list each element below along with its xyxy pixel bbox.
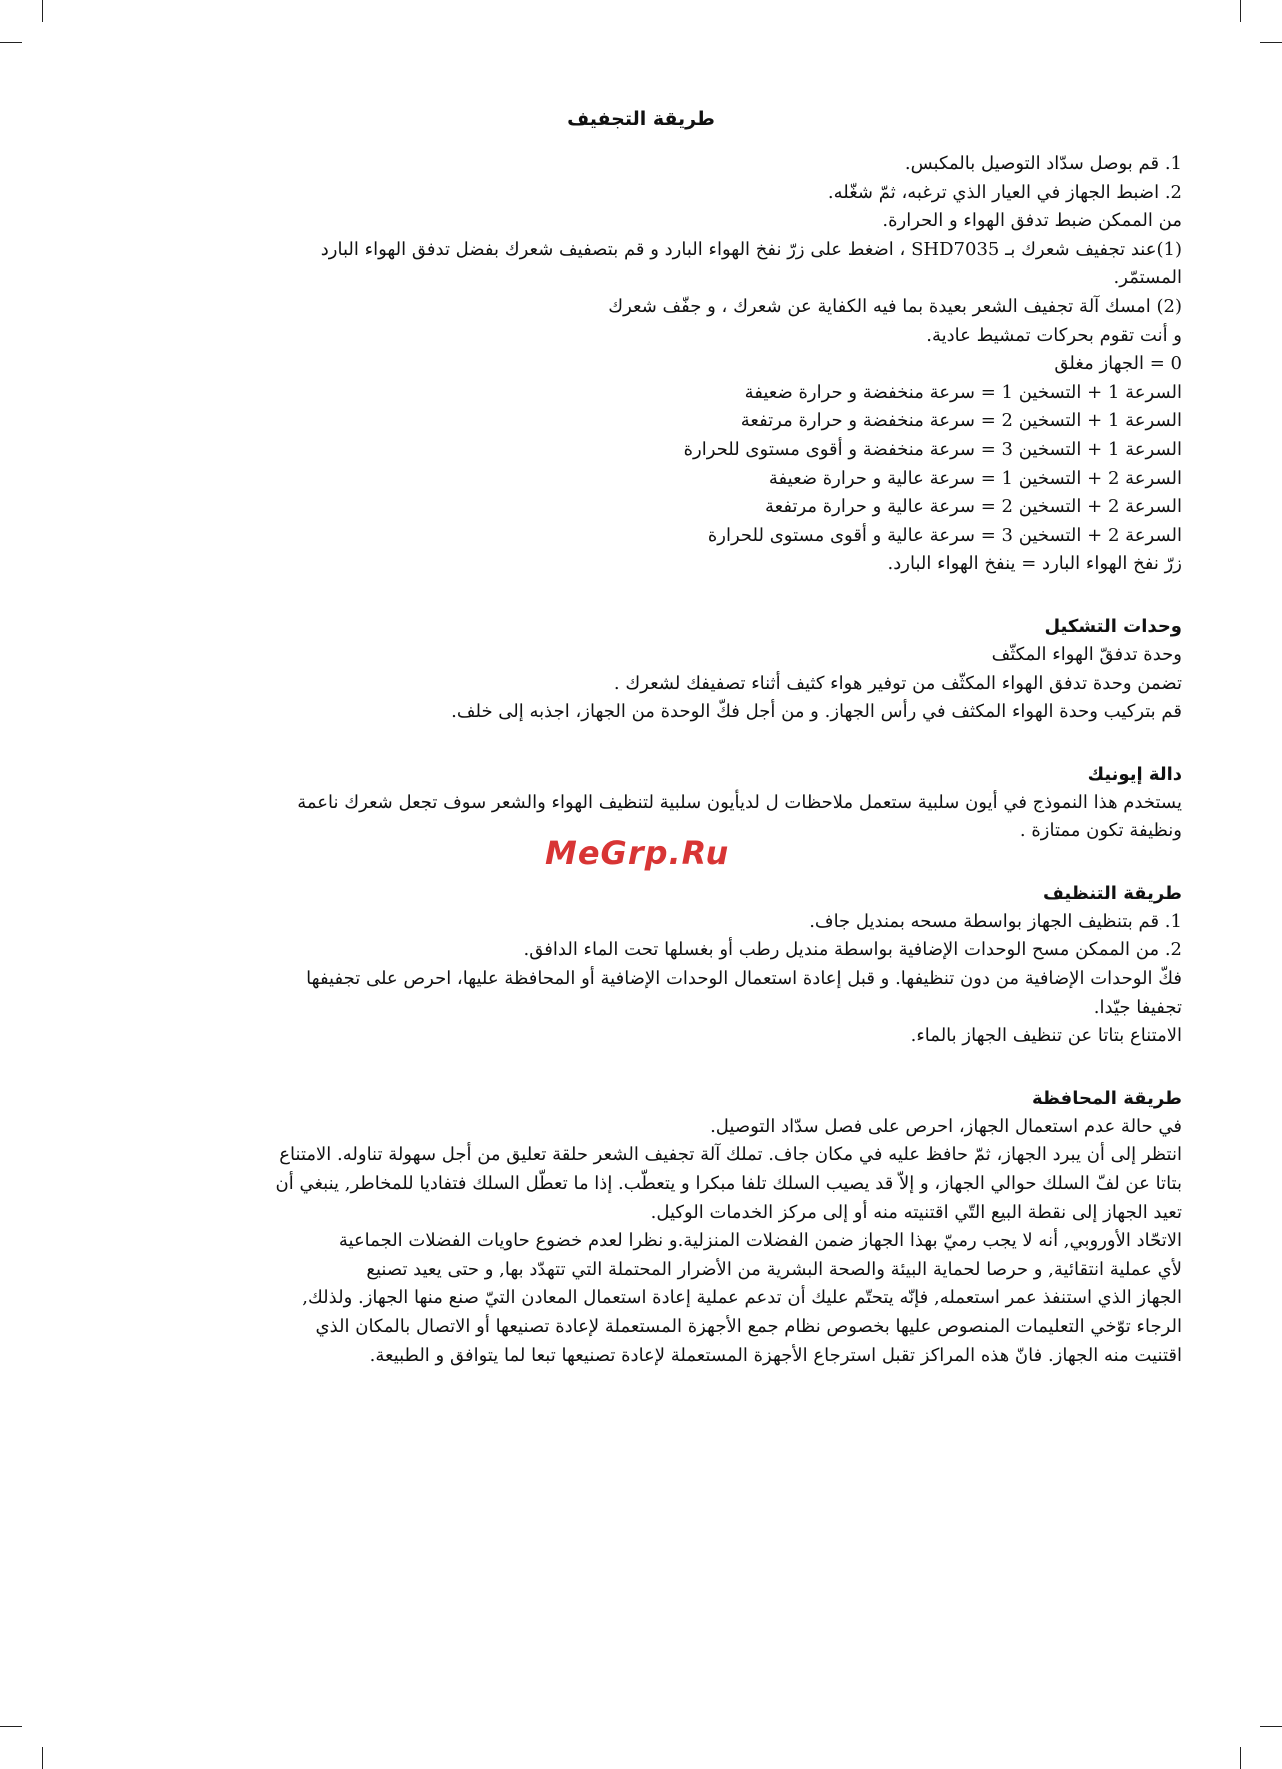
storage-line: الجهاز الذي استنفذ عمر استعمله, فإنّه يتحتّم عليك أن تدعم عملية إعادة استعمال المعادن التيّ صنع منها الجهاز. ولذلك, (302, 1287, 1182, 1309)
ionic-heading: دالة إيونيك (1087, 763, 1182, 785)
drying-setting-line: السرعة 1 + التسخين 2 = سرعة منخفضة و حرارة مرتفعة (740, 410, 1182, 432)
drying-line: (1)عند تجفيف شعرك بـ SHD7035 ، اضغط على زرّ نفخ الهواء البارد و قم بتصفيف شعرك بفضل تدفق الهواء البارد (320, 238, 1182, 260)
storage-section (100, 1085, 1182, 1370)
drying-line: و أنت تقوم بحركات تمشيط عادية. (926, 324, 1182, 346)
drying-line: 1. قم بوصل سدّاد التوصيل بالمكبس. (904, 153, 1182, 174)
drying-setting-line: السرعة 2 + التسخين 1 = سرعة عالية و حرارة ضعيفة (768, 467, 1182, 489)
cleaning-line: فكّ الوحدات الإضافية من دون تنظيفها. و قبل إعادة استعمال الوحدات الإضافية أو المحافظة عليها، احرص على تجفيفها (306, 968, 1182, 990)
ionic-line: يستخدم هذا النموذج في أيون سلبية ستعمل ملاحظات ل لديأيون سلبية لتنظيف الهواء والشعر سوف تجعل شعرك ناعمة (297, 791, 1182, 813)
crop-mark (42, 0, 43, 22)
drying-line: (2) امسك آلة تجفيف الشعر بعيدة بما فيه الكفاية عن شعرك ، و جفّف شعرك (608, 295, 1182, 317)
crop-mark (0, 42, 22, 43)
attachments-section (100, 613, 1182, 727)
drying-line: 2. اضبط الجهاز في العيار الذي ترغبه، ثمّ شغّله. (827, 181, 1182, 203)
cleaning-line: 1. قم بتنظيف الجهاز بواسطة مسحه بمنديل جاف. (809, 910, 1182, 932)
cleaning-line: تجفيفا جيّدا. (1093, 996, 1182, 1018)
crop-mark (0, 1726, 22, 1727)
cleaning-line: 2. من الممكن مسح الوحدات الإضافية بواسطة منديل رطب أو بغسلها تحت الماء الدافق. (523, 939, 1182, 961)
storage-line: لأي عملية انتقائية, و حرصا لحماية البيئة والصحة البشرية من الأضرار المحتملة التي تتهدّد بها, و حتى يعيد تصنيع (366, 1258, 1182, 1280)
storage-line: الاتحّاد الأوروبي, أنه لا يجب رميّ بهذا الجهاز ضمن الفضلات المنزلية.و نظرا لعدم خضوع حاويات الفضلات الجماعية (338, 1230, 1182, 1252)
drying-title: طريقة التجفيف (567, 108, 715, 130)
storage-line: الرجاء توّخي التعليمات المنصوص عليها بخصوص نظام جمع الأجهزة المستعملة لإعادة تصنيعها أو الاتصال بالمكان الذي (315, 1316, 1182, 1337)
drying-setting-line: السرعة 2 + التسخين 3 = سرعة عالية و أقوى مستوى للحرارة (707, 524, 1182, 546)
cleaning-heading: طريقة التنظيف (1043, 882, 1182, 904)
attachments-heading: وحدات التشكيل (1044, 615, 1182, 637)
drying-section (100, 108, 1182, 579)
crop-mark (1260, 42, 1282, 43)
cleaning-section (100, 880, 1182, 1051)
watermark: MeGrp.Ru (545, 834, 730, 872)
ionic-line: ونظيفة تكون ممتازة . (1019, 820, 1182, 842)
crop-mark (42, 1747, 43, 1769)
drying-setting-line: السرعة 1 + التسخين 1 = سرعة منخفضة و حرارة ضعيفة (744, 381, 1182, 403)
attachments-line: وحدة تدفقّ الهواء المكثّف (991, 643, 1182, 665)
crop-mark (1240, 1747, 1241, 1769)
manual-page (100, 108, 1182, 1404)
storage-line: تعيد الجهاز إلى نقطة البيع التّي اقتنيته منه أو إلى مركز الخدمات الوكيل. (650, 1201, 1182, 1223)
drying-setting-line: 0 = الجهاز مغلق (1054, 353, 1182, 375)
drying-setting-line: زرّ نفخ الهواء البارد = ينفخ الهواء البارد. (887, 553, 1182, 575)
drying-setting-line: السرعة 1 + التسخين 3 = سرعة منخفضة و أقوى مستوى للحرارة (683, 438, 1182, 460)
cleaning-line: الامتناع بتاتا عن تنظيف الجهاز بالماء. (910, 1025, 1182, 1047)
drying-line: من الممكن ضبط تدفق الهواء و الحرارة. (882, 210, 1182, 232)
crop-mark (1260, 1726, 1282, 1727)
drying-line: المستمّر. (1113, 267, 1182, 289)
storage-line: اقتنيت منه الجهاز. فانّ هذه المراكز تقبل استرجاع الأجهزة المستعملة لإعادة تصنيعها تبعا لما يتوافق و الطبيعة. (369, 1344, 1182, 1366)
storage-line: انتظر إلى أن يبرد الجهاز، ثمّ حافظ عليه في مكان جاف. تملك آلة تجفيف الشعر حلقة تعليق من أجل سهولة تناوله. الامتناع (279, 1144, 1182, 1166)
crop-mark (1240, 0, 1241, 22)
attachments-line: قم بتركيب وحدة الهواء المكثف في رأس الجهاز. و من أجل فكّ الوحدة من الجهاز، اجذبه إلى خلف. (451, 701, 1182, 723)
attachments-line: تضمن وحدة تدفق الهواء المكثّف من توفير هواء كثيف أثناء تصفيفك لشعرك . (613, 672, 1182, 694)
storage-line: بتاتا عن لفّ السلك حوالي الجهاز، و إلاّ قد يصيب السلك تلفا مبكرا و يتعطّب. إذا ما تعطّل السلك فتفاديا للمخاطر, ينبغي أن (275, 1173, 1182, 1195)
drying-setting-line: السرعة 2 + التسخين 2 = سرعة عالية و حرارة مرتفعة (765, 496, 1182, 518)
storage-line: في حالة عدم استعمال الجهاز، احرص على فصل سدّاد التوصيل. (710, 1115, 1182, 1137)
storage-heading: طريقة المحافظة (1031, 1087, 1182, 1109)
